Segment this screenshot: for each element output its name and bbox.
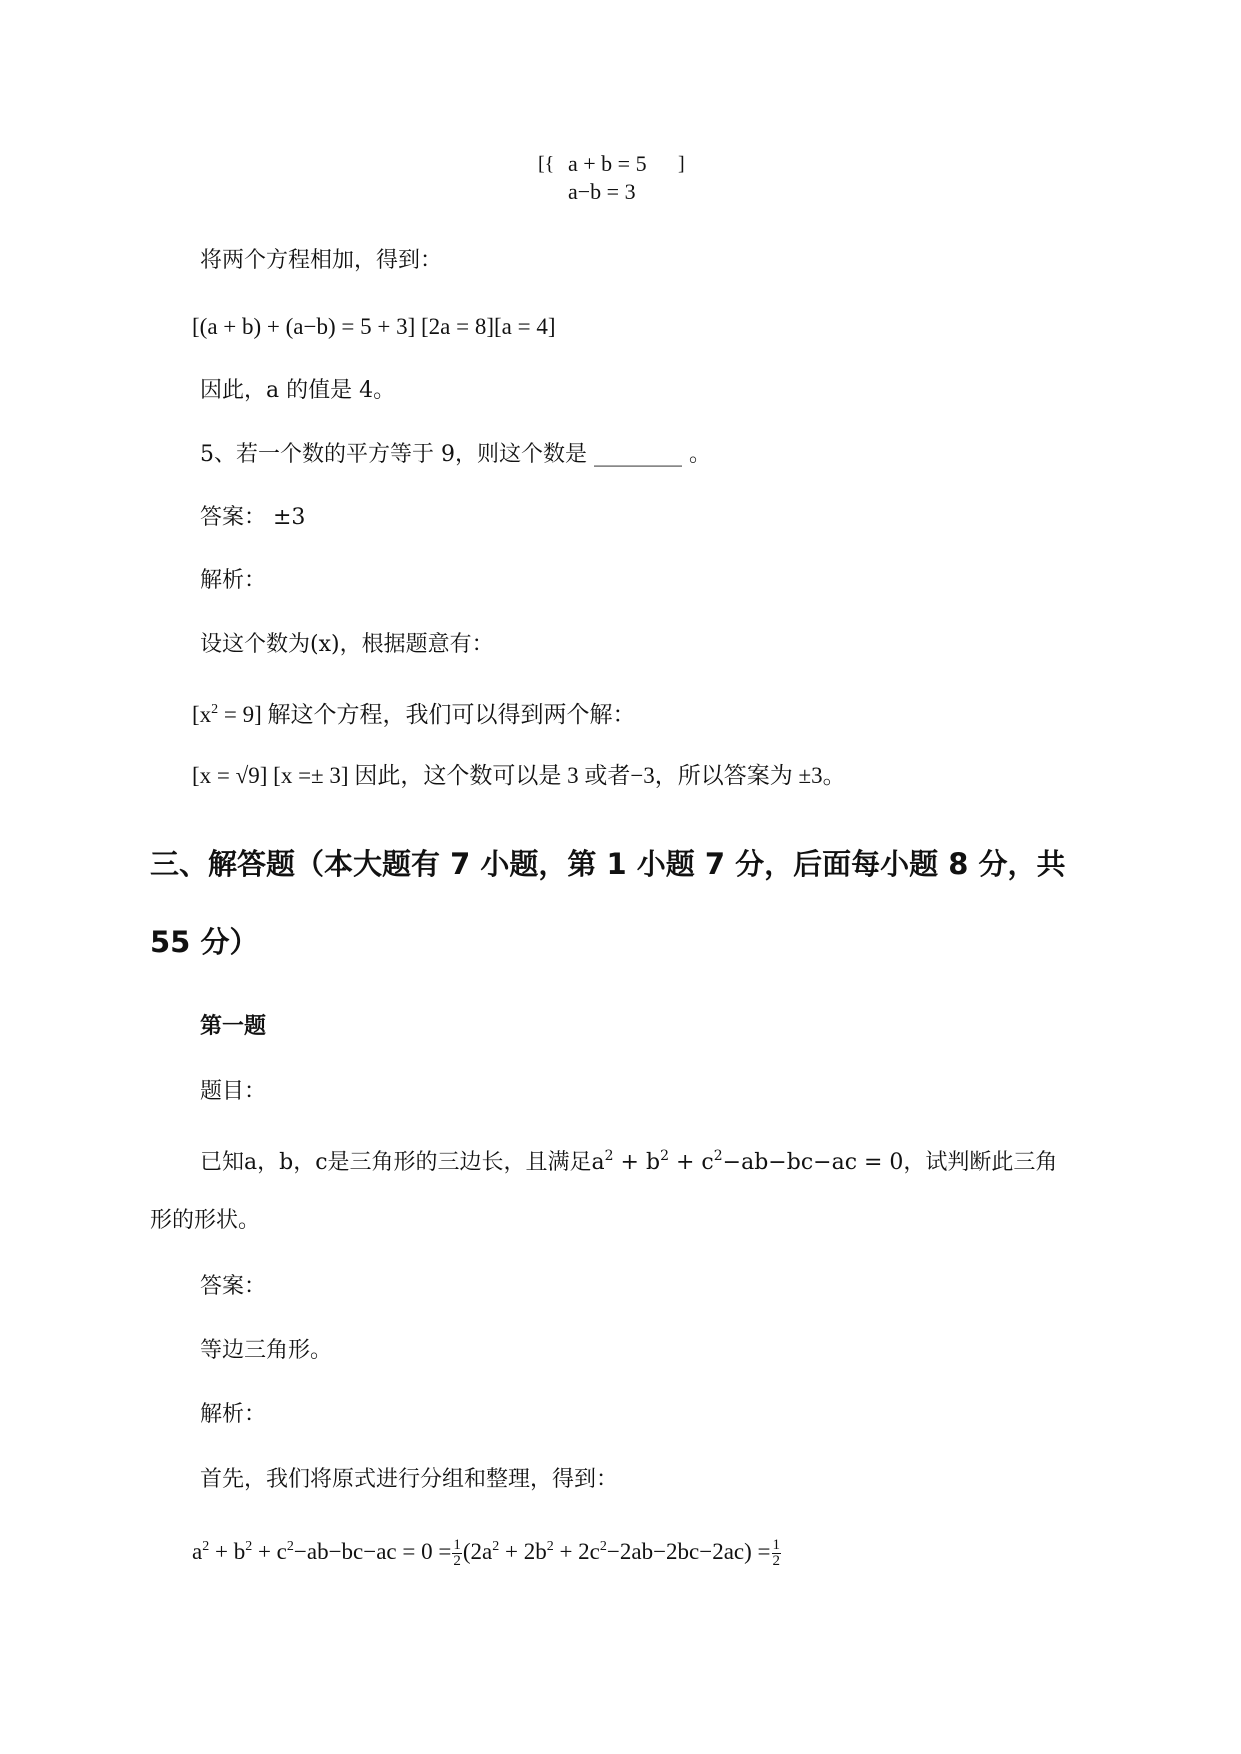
left-bracket: [{ — [538, 153, 555, 175]
problem-1-answer: 等边三角形。 — [200, 1338, 333, 1363]
equation-1: a + b = 5 — [568, 151, 647, 176]
equation-system — [538, 150, 685, 206]
question-5-equation: $[x^2 = 9]$ 解这个方程，我们可以得到两个解： — [192, 702, 636, 727]
problem-1-question-continuation: 形的形状。 — [150, 1208, 261, 1233]
problem-1-question-text: 已知a，b，c是三角形的三边长，且满足$a^2 + b^2 + c^2-ab-bc-ac = 0$，试判断此三角 — [200, 1148, 1058, 1175]
question-5: 5、若一个数的平方等于 9，则这个数是 ________ 。 — [200, 442, 711, 467]
equation-2: a−b = 3 — [568, 179, 636, 204]
right-bracket: ] — [678, 153, 685, 175]
problem-1-step-1: 首先，我们将原式进行分组和整理，得到： — [200, 1467, 619, 1492]
question-5-solution: [x = √9] [x =± 3] 因此，这个数可以是 3 或者−3，所以答案为 ±3。 — [192, 763, 846, 788]
fraction-one-half: $\frac{1}{2}$ — [453, 1537, 461, 1570]
section-3-title-line-1: 三、解答题（本大题有 7 小题，第 1 小题 7 分，后面每小题 8 分，共 — [150, 847, 1066, 881]
problem-1-analysis-label: 解析： — [200, 1402, 267, 1427]
add-equations-text: 将两个方程相加，得到： — [200, 248, 443, 273]
sum-expression: [(a + b) + (a−b) = 5 + 3] [2a = 8][a = 4] — [192, 314, 556, 339]
result-a-text: 因此，a 的值是 4。 — [200, 378, 396, 403]
fraction-one-half-2: $\frac{1}{2}$ — [772, 1537, 781, 1570]
section-3-title-line-2: 55 分） — [150, 925, 259, 959]
problem-1-answer-label: 答案： — [200, 1274, 267, 1299]
problem-1-question-label: 题目： — [200, 1079, 267, 1104]
problem-1-heading: 第一题 — [200, 1014, 267, 1039]
problem-1-expansion: $a^2 + b^2 + c^2-ab-bc-ac = 0$ = $\frac{1}{2}$ $(2a^2 + 2b^2 + 2c^2-2ab-2bc-2ac)$ = $\frac{1}{2}$ — [192, 1537, 781, 1570]
question-5-analysis-label: 解析： — [200, 568, 267, 593]
question-5-answer: 答案： ±3 — [200, 505, 306, 530]
question-5-let-text: 设这个数为(x)，根据题意有： — [200, 632, 494, 657]
